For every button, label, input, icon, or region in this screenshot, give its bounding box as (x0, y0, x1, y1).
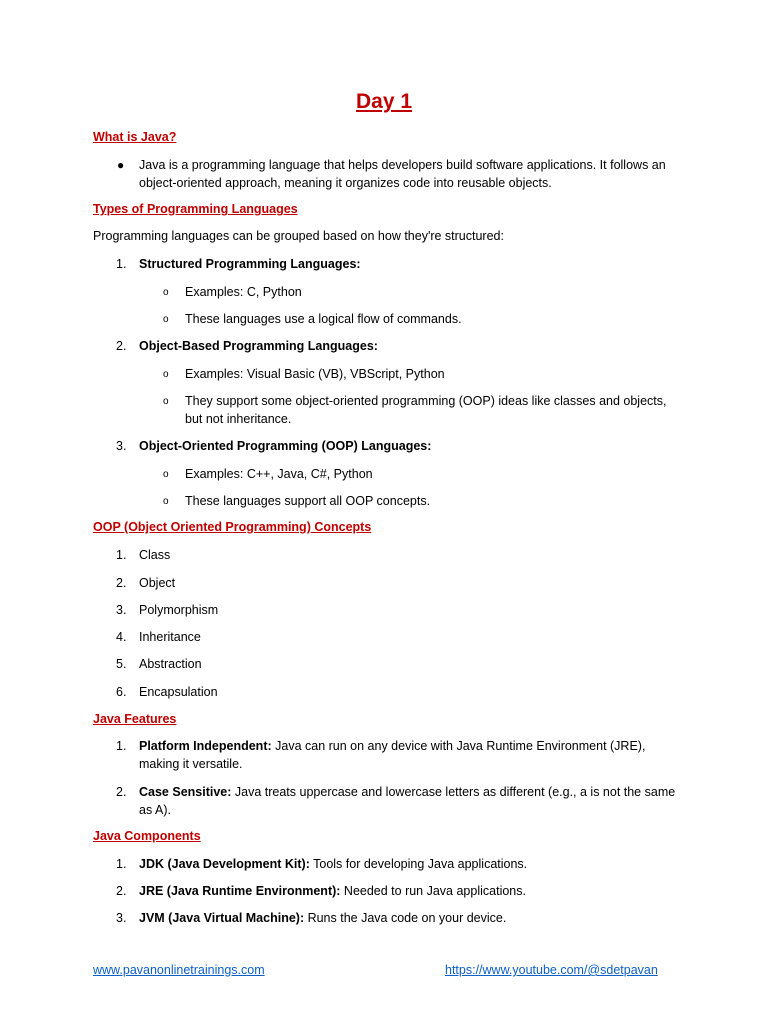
types-intro: Programming languages can be grouped based on how they're structured: (93, 229, 504, 243)
list-number: 2. (116, 339, 127, 353)
section-heading-components: Java Components (93, 829, 201, 843)
bullet-text: Java is a programming language that helps developers build software applications. It follows an object-oriented approach, meaning it organizes code into reusable objects. (139, 158, 666, 190)
list-label: Structured Programming Languages: (139, 257, 361, 271)
list-number: 3. (116, 439, 127, 453)
list-number: 1. (116, 257, 127, 271)
list-label: Object-Based Programming Languages: (139, 339, 378, 353)
circle-bullet-icon: o (163, 369, 169, 380)
circle-bullet-icon: o (163, 496, 169, 507)
circle-bullet-icon: o (163, 287, 169, 298)
section-heading-oop: OOP (Object Oriented Programming) Concepts (93, 520, 372, 534)
circle-bullet-icon: o (163, 314, 169, 325)
page-title: Day 1 (355, 90, 413, 113)
bullet-dot-icon: ● (117, 158, 125, 172)
circle-bullet-icon: o (163, 396, 169, 407)
footer-website-link[interactable]: www.pavanonlinetrainings.com (93, 963, 265, 977)
list-label: Object-Oriented Programming (OOP) Languages: (139, 439, 432, 453)
section-heading-what-is-java: What is Java? (93, 130, 177, 144)
section-heading-features: Java Features (93, 712, 177, 726)
section-heading-types: Types of Programming Languages (93, 202, 298, 216)
circle-bullet-icon: o (163, 469, 169, 480)
footer-youtube-link[interactable]: https://www.youtube.com/@sdetpavan (445, 963, 658, 977)
